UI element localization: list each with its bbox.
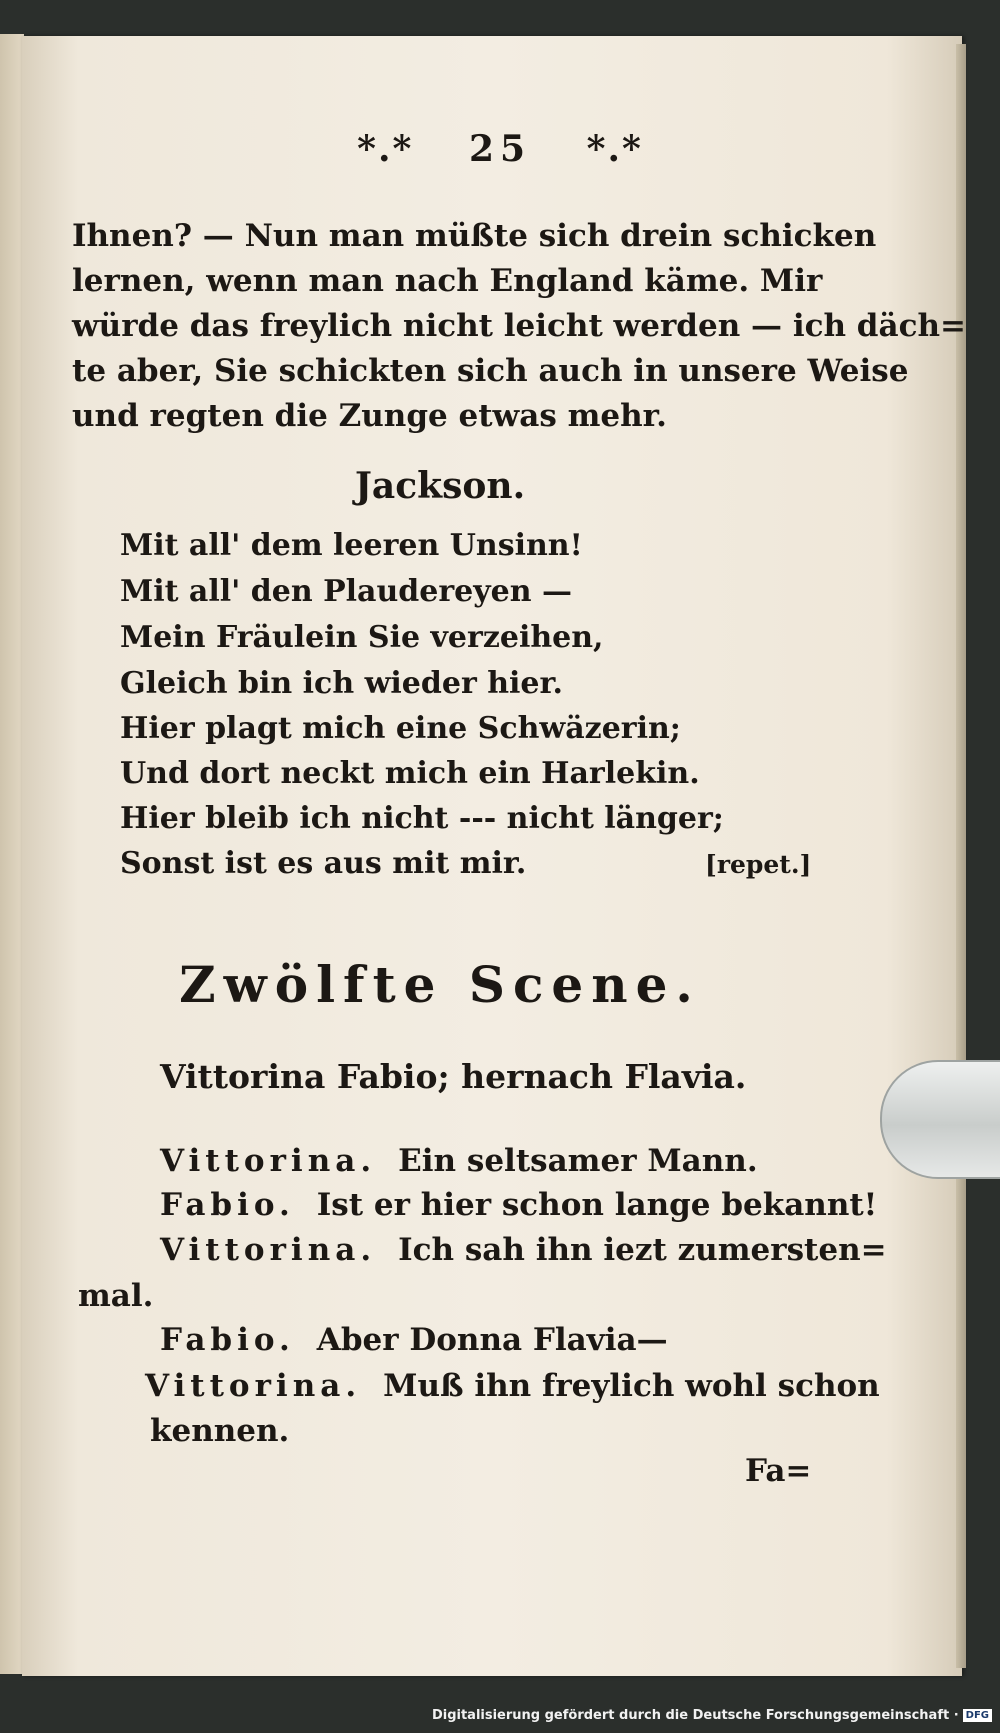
scene-title: Zwölfte Scene.: [179, 955, 701, 1014]
prose-line: würde das freylich nicht leicht werden — ich däch=: [72, 308, 966, 344]
dialogue-text: Ich sah ihn iezt zumersten=: [398, 1232, 887, 1268]
verse-line: Hier bleib ich nicht --- nicht länger;: [120, 801, 724, 836]
verse-line: Gleich bin ich wieder hier.: [120, 666, 563, 701]
verse-line: Hier plagt mich eine Schwäzerin;: [120, 711, 681, 746]
dialogue-line: [150, 1413, 289, 1449]
page-number: 25: [468, 128, 532, 170]
cast-list: Vittorina Fabio; hernach Flavia.: [160, 1057, 747, 1096]
prose-line: Ihnen? — Nun man müßte sich drein schicken: [72, 218, 877, 254]
catchword: Fa=: [745, 1453, 812, 1489]
dialogue-line: [78, 1278, 153, 1314]
dialogue-line: [160, 1322, 668, 1358]
dfg-logo: DFG: [963, 1709, 992, 1722]
verse-line: Sonst ist es aus mit mir.: [120, 846, 527, 881]
dialogue-text: kennen.: [150, 1413, 290, 1449]
dialogue-line: [160, 1232, 887, 1268]
footer-text: Digitalisierung gefördert durch die Deutsche Forschungsgemeinschaft ·: [431, 1708, 959, 1723]
dialogue-text: Aber Donna Flavia—: [316, 1322, 668, 1358]
dialogue-speaker: Fabio.: [160, 1187, 295, 1223]
speaker-heading: Jackson.: [354, 465, 526, 507]
dialogue-text: Ein seltsamer Mann.: [398, 1143, 758, 1179]
dialogue-line: [160, 1143, 758, 1179]
dialogue-speaker: Vittorina.: [145, 1368, 362, 1404]
verse-line: Mein Fräulein Sie verzeihen,: [120, 620, 604, 655]
prose-line: te aber, Sie schickten sich auch in unsere Weise: [72, 353, 909, 389]
dialogue-line: [160, 1187, 877, 1223]
page-clip: [880, 1060, 1000, 1179]
verse-line: Mit all' den Plaudereyen —: [120, 574, 573, 609]
dialogue-speaker: Fabio.: [160, 1322, 295, 1358]
verse-line: Und dort neckt mich ein Harlekin.: [120, 756, 700, 791]
prose-line: und regten die Zunge etwas mehr.: [72, 398, 667, 434]
dialogue-text: Muß ihn freylich wohl schon: [383, 1368, 880, 1404]
prose-line: lernen, wenn man nach England käme. Mir: [72, 263, 823, 299]
dialogue-speaker: Vittorina.: [160, 1232, 377, 1268]
dialogue-text: mal.: [78, 1278, 154, 1314]
ornament-left: *.*: [357, 128, 414, 170]
page-header: [0, 128, 1000, 170]
repeat-marker: [repet.]: [705, 850, 812, 879]
verse-line: Mit all' dem leeren Unsinn!: [120, 528, 583, 563]
left-page-edge: [0, 34, 24, 1674]
footer-credit: [432, 1708, 992, 1723]
page-edge-shadow: [956, 44, 966, 1668]
dialogue-text: Ist er hier schon lange bekannt!: [316, 1187, 878, 1223]
dialogue-line: [145, 1368, 880, 1404]
dialogue-speaker: Vittorina.: [160, 1143, 377, 1179]
ornament-right: *.*: [586, 128, 643, 170]
